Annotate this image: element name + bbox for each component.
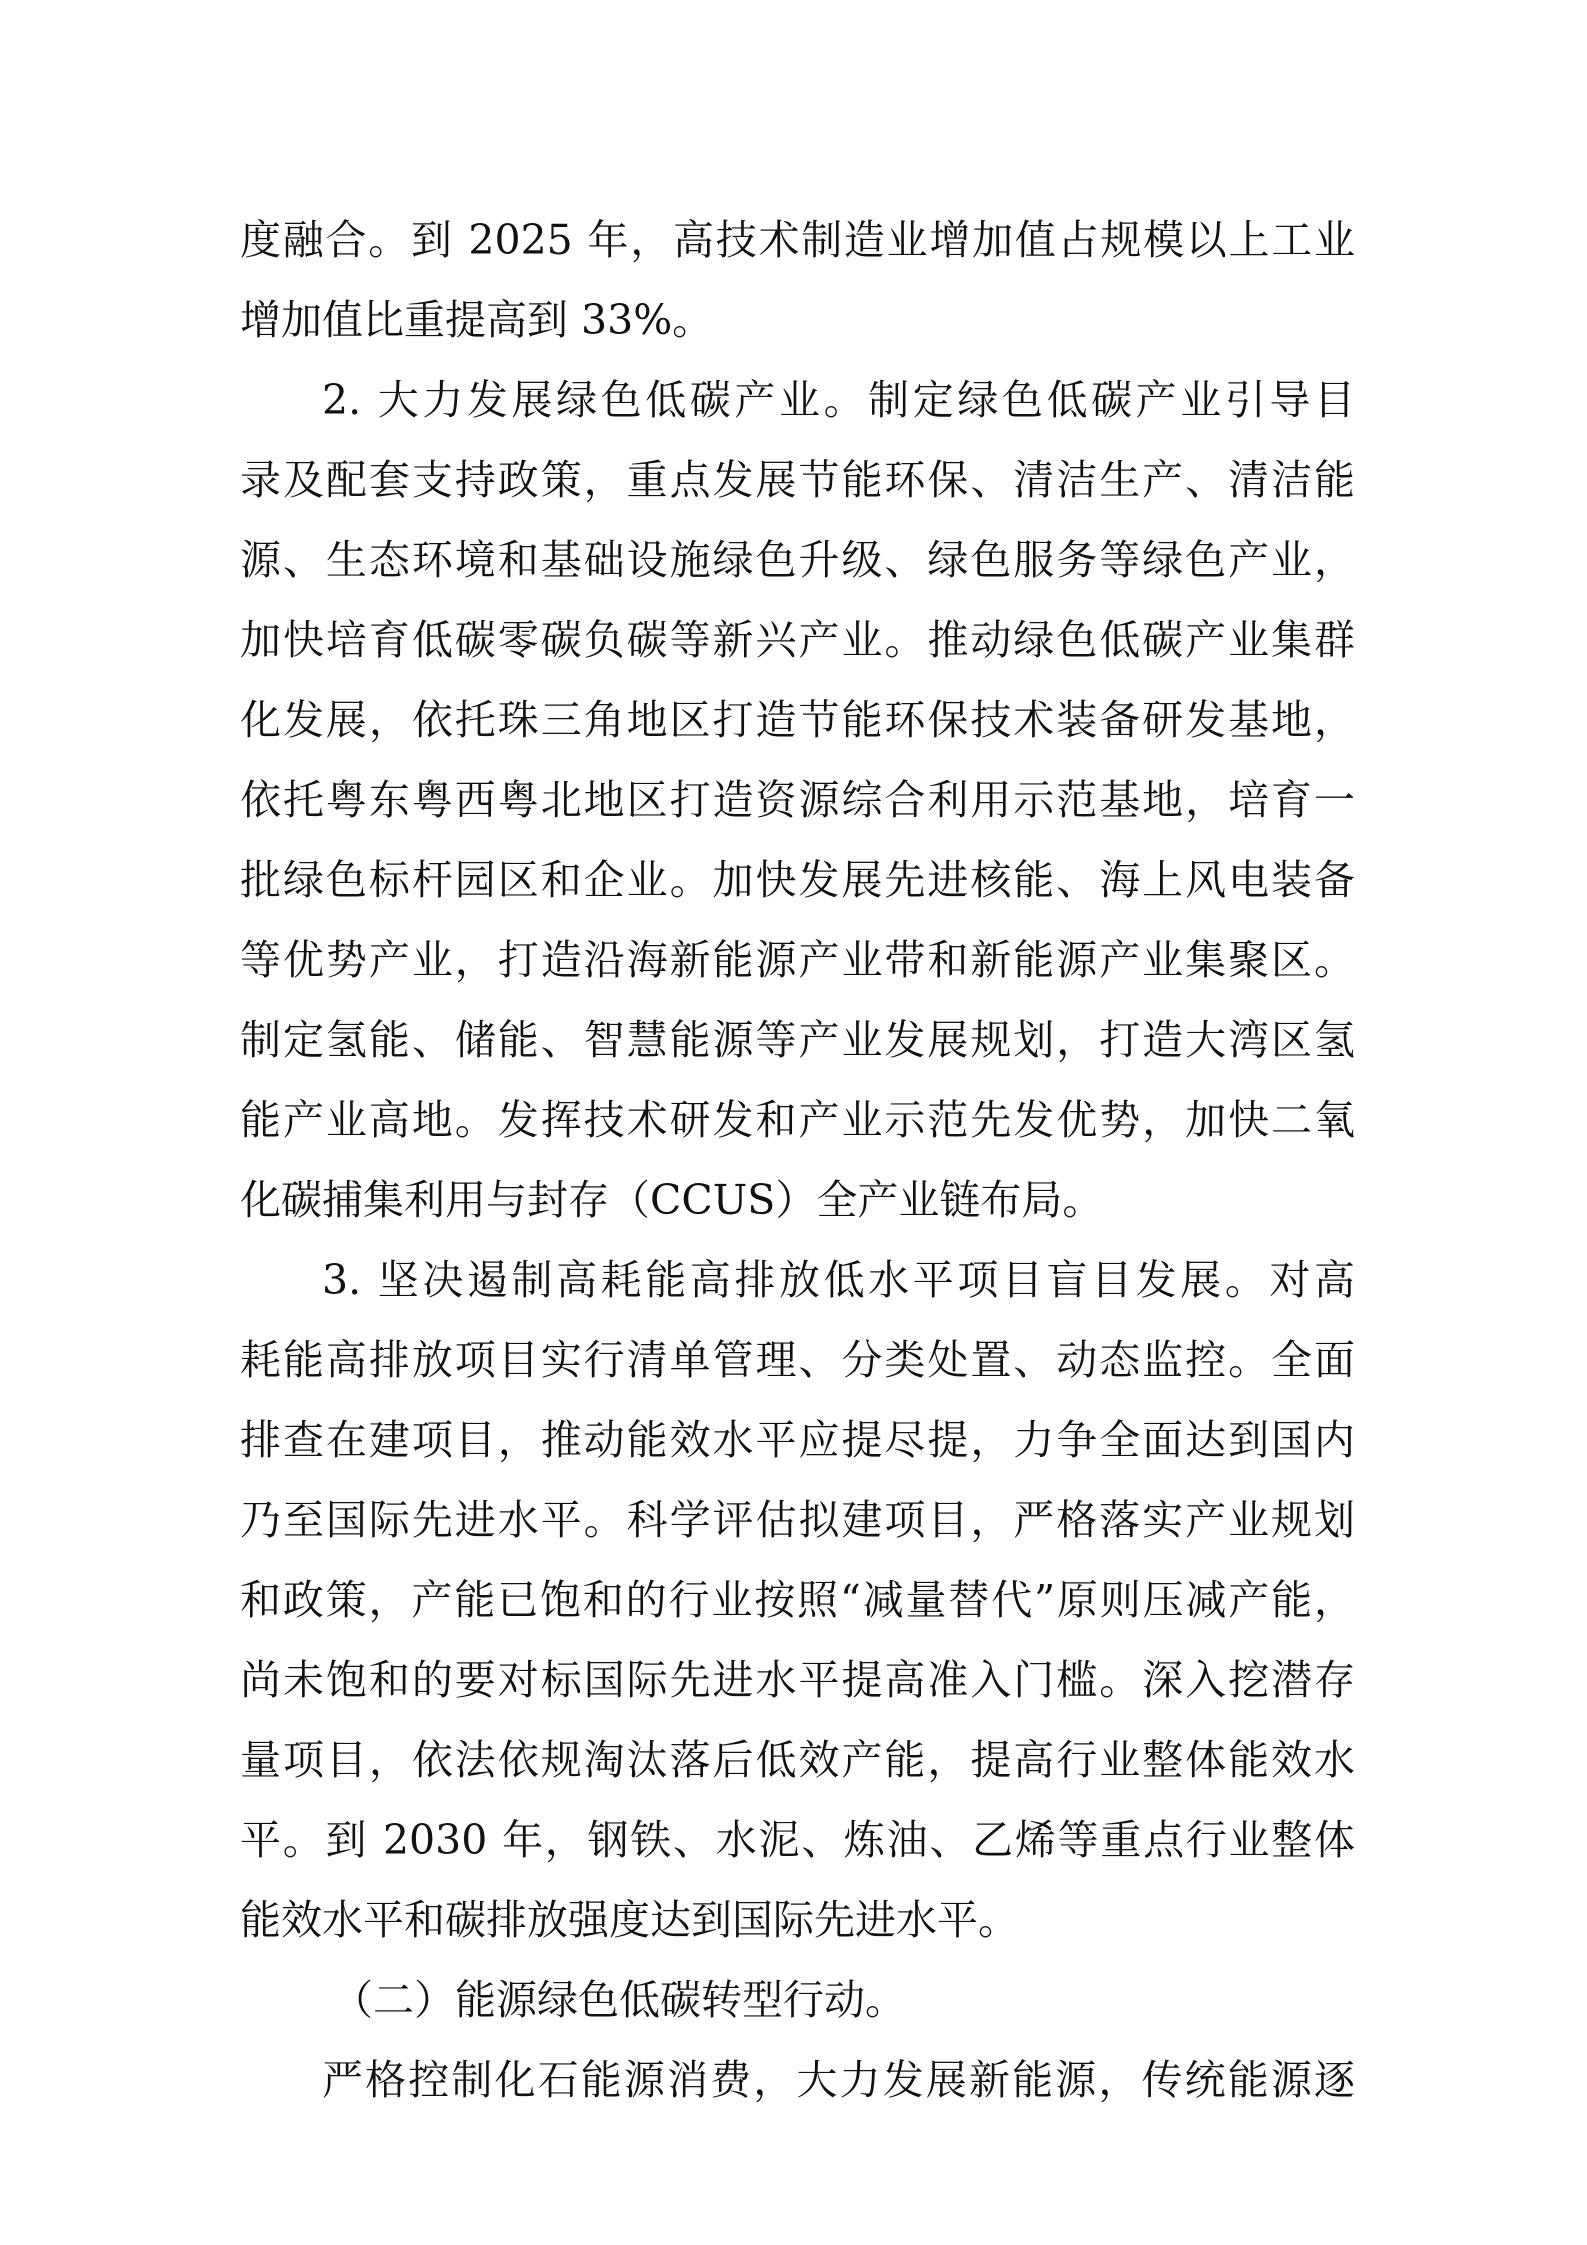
text-line: 2. 大力发展绿色低碳产业。制定绿色低碳产业引导目 <box>322 376 1355 424</box>
text-line: 度融合。到 2025 年，高技术制造业增加值占规模以上工业 <box>240 216 1355 264</box>
text-line: 化发展，依托珠三角地区打造节能环保技术装备研发基地， <box>240 696 1355 744</box>
text-line: 化碳捕集利用与封存（CCUS）全产业链布局。 <box>240 1176 1104 1224</box>
text-line: 耗能高排放项目实行清单管理、分类处置、动态监控。全面 <box>240 1336 1355 1384</box>
text-line: 尚未饱和的要对标国际先进水平提高准入门槛。深入挖潜存 <box>240 1656 1355 1704</box>
text-line: 等优势产业，打造沿海新能源产业带和新能源产业集聚区。 <box>240 936 1355 984</box>
text-line: 依托粤东粤西粤北地区打造资源综合利用示范基地，培育一 <box>240 776 1355 824</box>
text-line: 乃至国际先进水平。科学评估拟建项目，严格落实产业规划 <box>240 1496 1355 1544</box>
text-line: 量项目，依法依规淘汰落后低效产能，提高行业整体能效水 <box>240 1736 1355 1784</box>
text-line: 源、生态环境和基础设施绿色升级、绿色服务等绿色产业， <box>240 536 1355 584</box>
text-line: 制定氢能、储能、智慧能源等产业发展规划，打造大湾区氢 <box>240 1016 1355 1064</box>
text-line: 能效水平和碳排放强度达到国际先进水平。 <box>240 1896 1019 1944</box>
text-line: 3. 坚决遏制高耗能高排放低水平项目盲目发展。对高 <box>322 1256 1355 1304</box>
text-line: 平。到 2030 年，钢铁、水泥、炼油、乙烯等重点行业整体 <box>240 1816 1355 1864</box>
text-line: 和政策，产能已饱和的行业按照“减量替代”原则压减产能， <box>240 1576 1355 1624</box>
text-line: 增加值比重提高到 33%。 <box>240 296 714 344</box>
text-line: 能产业高地。发挥技术研发和产业示范先发优势，加快二氧 <box>240 1096 1355 1144</box>
text-line: 录及配套支持政策，重点发展节能环保、清洁生产、清洁能 <box>240 456 1355 504</box>
text-line: 批绿色标杆园区和企业。加快发展先进核能、海上风电装备 <box>240 856 1355 904</box>
section-heading: （二）能源绿色低碳转型行动。 <box>332 1976 906 2024</box>
text-line: 排查在建项目，推动能效水平应提尽提，力争全面达到国内 <box>240 1416 1355 1464</box>
text-line: 加快培育低碳零碳负碳等新兴产业。推动绿色低碳产业集群 <box>240 616 1355 664</box>
text-line: 严格控制化石能源消费，大力发展新能源，传统能源逐 <box>322 2056 1355 2104</box>
document-body <box>240 200 1355 2120</box>
